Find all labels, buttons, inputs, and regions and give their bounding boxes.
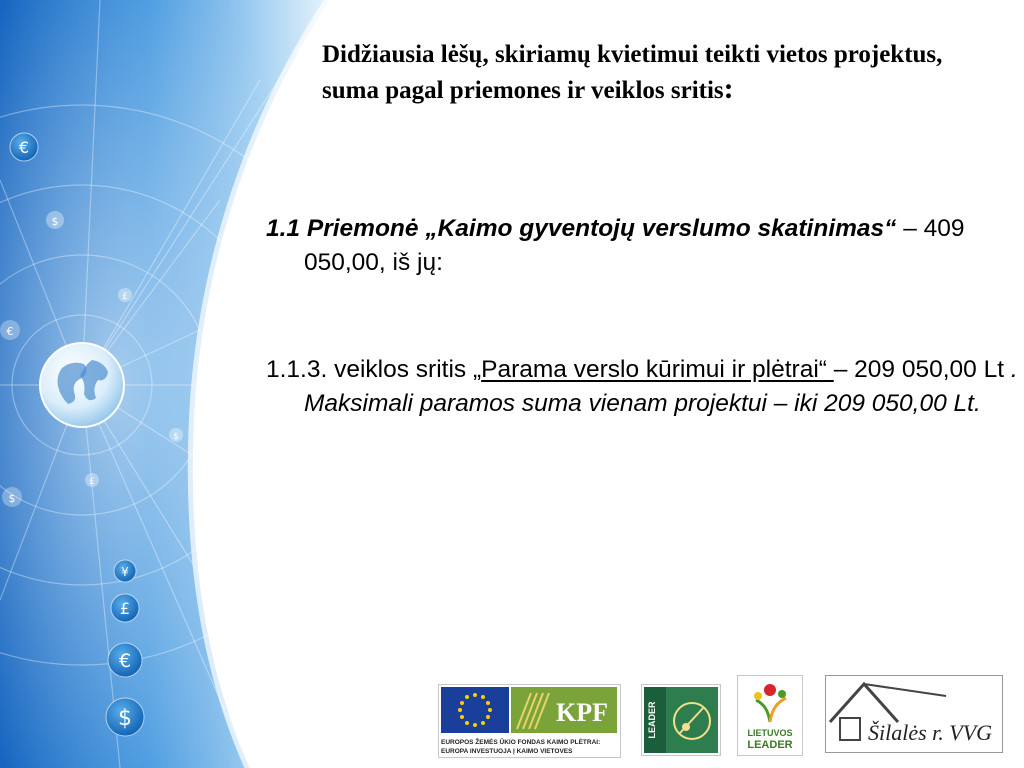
lietuvos-label: LIETUVOS [747,728,793,738]
svg-text:KPF: KPF [556,698,608,727]
silales-vvg-logo [825,675,1003,753]
dollar-icon [2,487,22,507]
leader-label: LEADER [747,739,793,751]
activity-prefix: 1.1.3. veiklos sritis „ [266,356,482,383]
slide-title: Didžiausia lėšų, skiriamų kvietimui teikti vietos projektus, suma pagal priemones ir veiklos sritis: [322,41,943,105]
pound-icon [111,594,139,622]
euro-icon [0,320,20,340]
svg-text:Šilalės r. VVG: Šilalės r. VVG [868,720,993,745]
measure-title: 1.1 Priemonė „Kaimo gyventojų verslumo skatinimas“ [266,215,897,242]
pound-icon [118,288,132,302]
svg-text:€: € [6,325,14,338]
house-icon [826,676,1002,752]
max-support-text: . Maksimali paramos suma vienam projektui – iki 209 050,00 Lt. [304,356,1018,417]
yen-icon [114,560,136,582]
activity-amount: – 209 050,00 Lt [833,356,1011,383]
lietuvos-leader-logo [737,675,803,756]
leader-emblem-icon [642,685,720,755]
leader-logo [641,684,721,756]
svg-text:£: £ [119,599,131,618]
svg-text:€: € [118,650,132,672]
activity-name: Parama verslo kūrimui ir plėtrai“ [481,356,834,383]
activity-paragraph [266,353,1024,421]
svg-text:$: $ [118,706,132,731]
eu-logo-line2: EUROPA INVESTUOJA Į KAIMO VIETOVES [441,748,573,755]
eu-kpf-logo [438,684,621,758]
sprout-icon [738,676,802,726]
euro-icon [10,133,38,161]
svg-text:£: £ [89,477,95,487]
dollar-icon [46,211,64,229]
svg-text:$: $ [173,432,179,442]
eu-flag-icon [439,685,620,737]
measure-amount: – 409 050,00, iš jų: [304,215,965,276]
svg-text:£: £ [122,292,128,302]
dollar-icon [169,428,183,442]
svg-text:$: $ [8,492,16,505]
measure-paragraph [266,212,1024,280]
svg-text:€: € [18,138,30,157]
footer-logos [0,672,1024,762]
eu-logo-line1: EUROPOS ŽEMĖS ŪKIO FONDAS KAIMO PLĖTRAI: [441,739,601,746]
svg-text:¥: ¥ [121,565,129,579]
pound-icon [85,473,99,487]
svg-text:LEADER: LEADER [647,701,657,739]
svg-text:$: $ [51,215,59,228]
